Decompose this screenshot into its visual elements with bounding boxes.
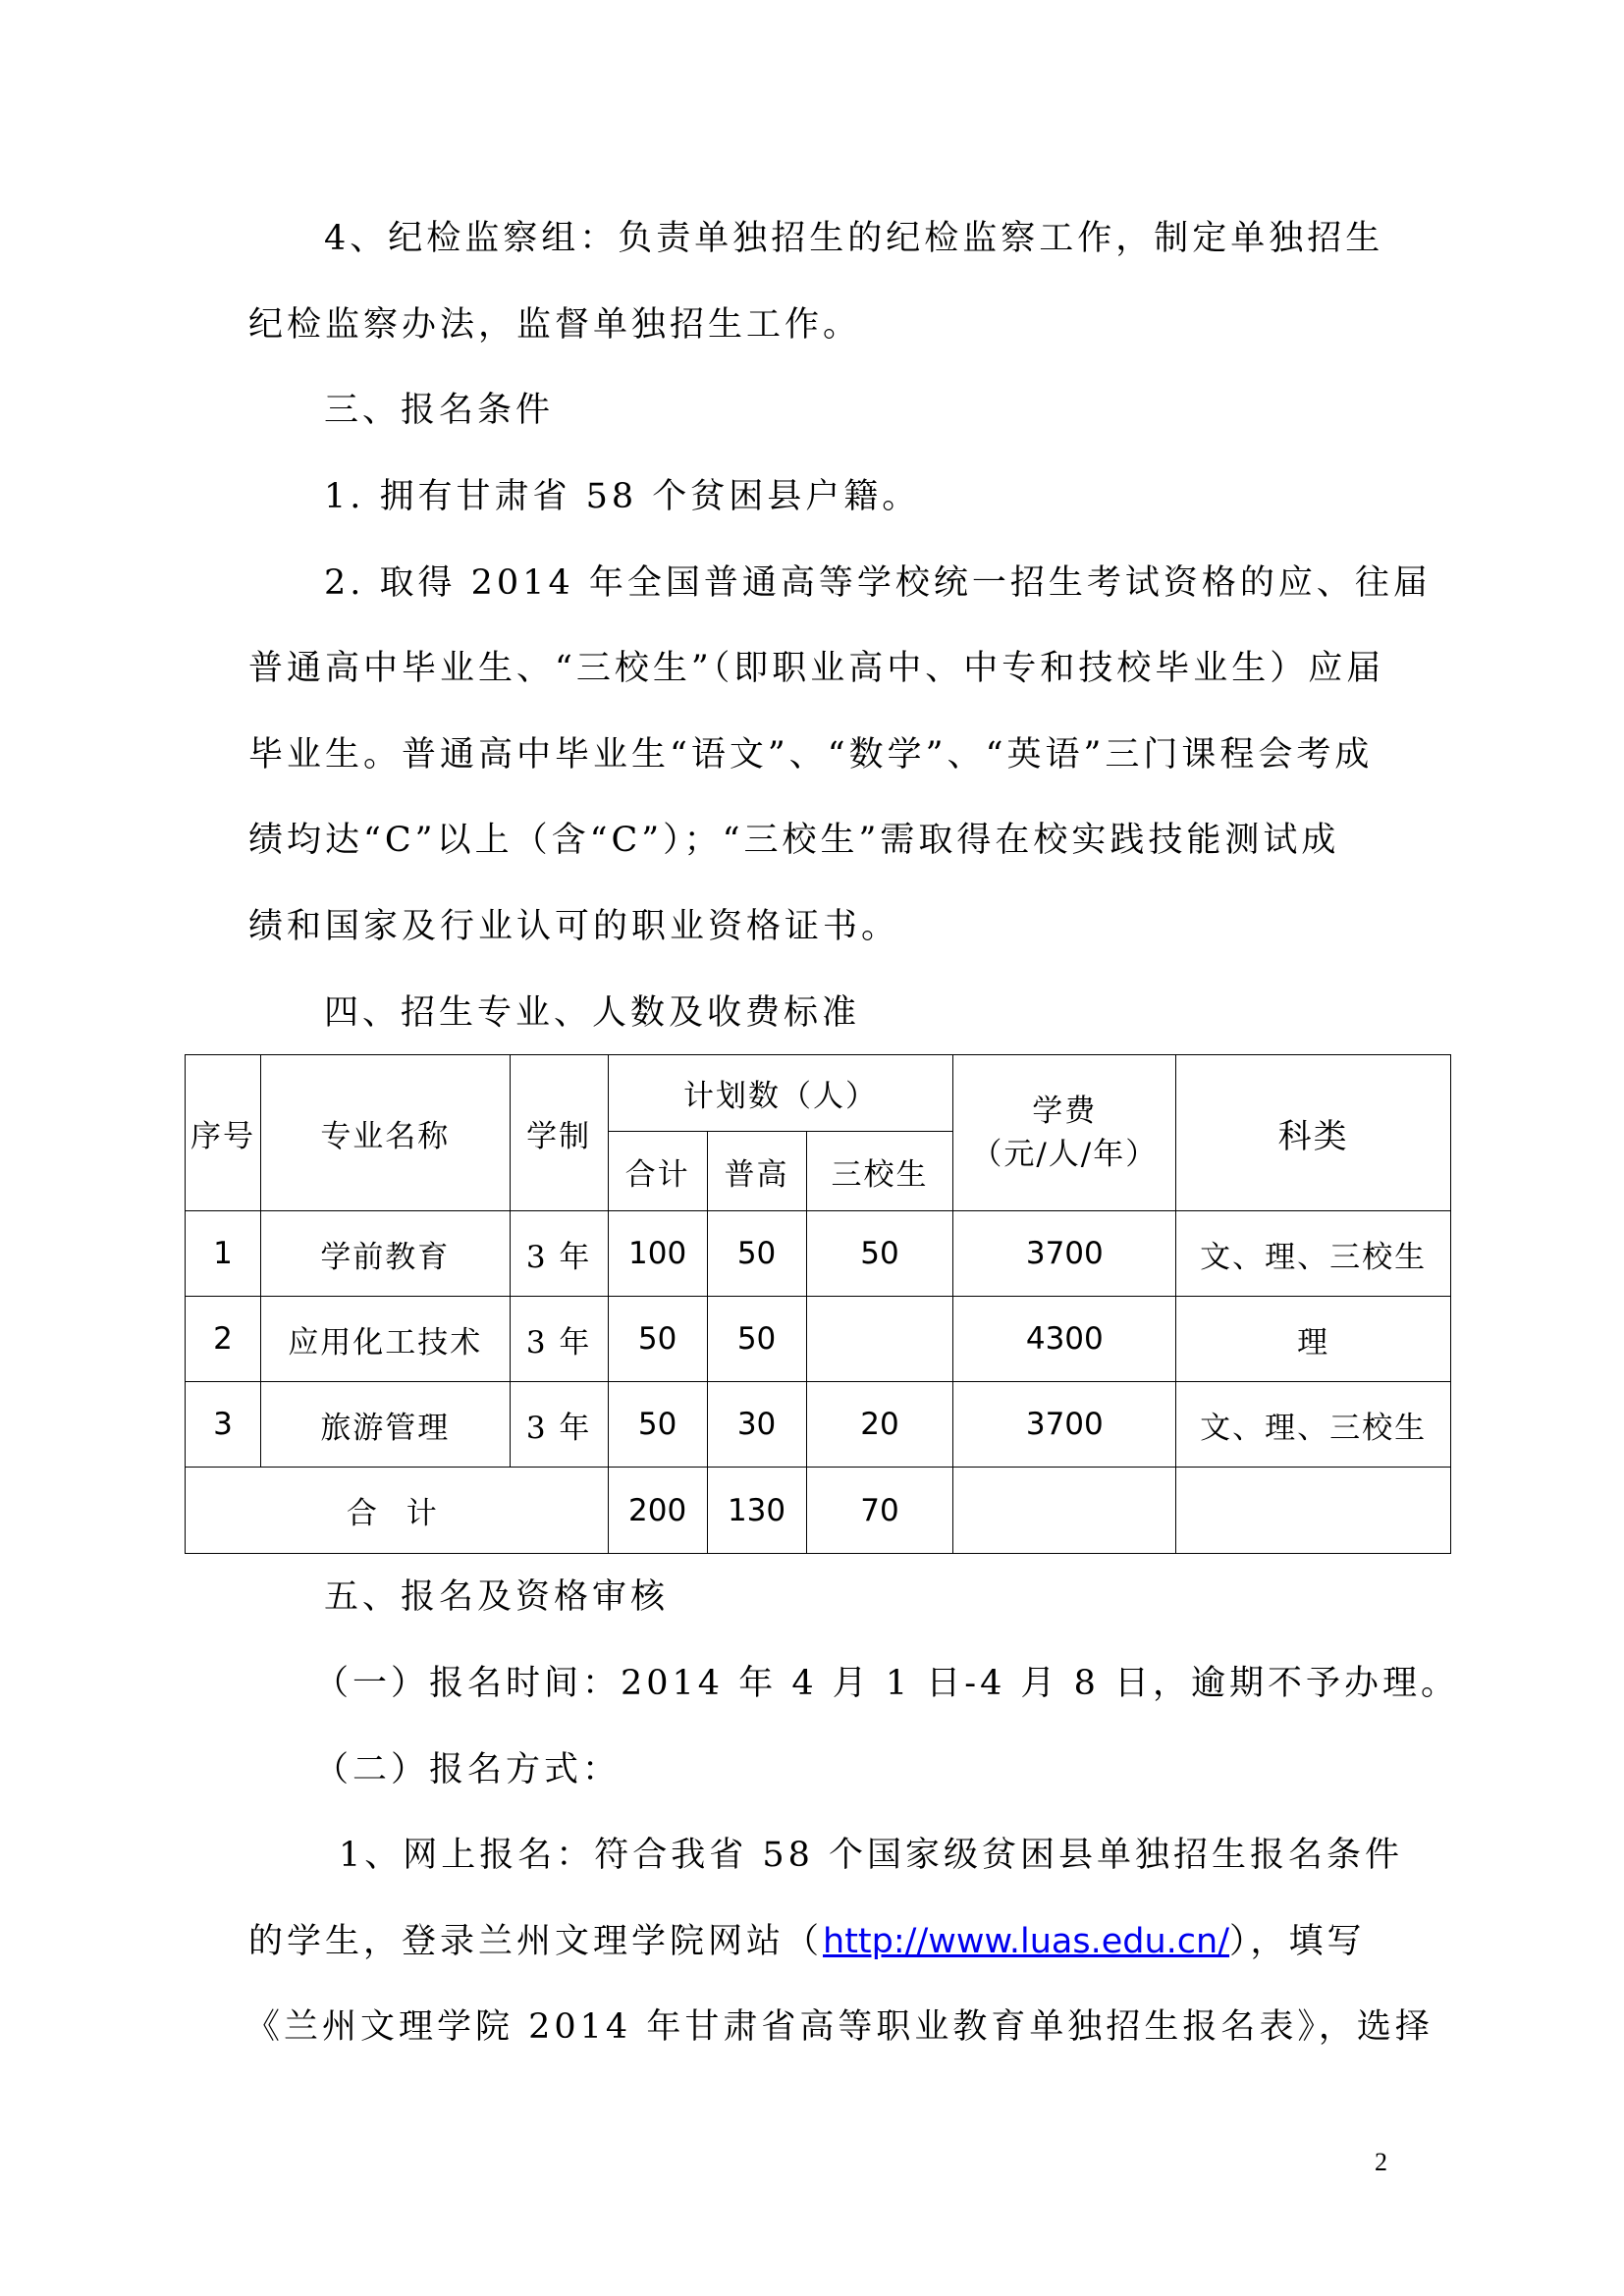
table-row — [186, 1297, 1451, 1382]
paragraph-line: 普通高中毕业生、“三校生”（即职业高中、中专和技校毕业生）应届 — [248, 649, 1385, 688]
cell-duration: 3 年 — [510, 1297, 608, 1382]
section-heading: 三、报名条件 — [324, 391, 555, 430]
cell-duration: 3 年 — [510, 1382, 608, 1468]
cell-sum-category — [1176, 1468, 1451, 1554]
cell-major: 学前教育 — [260, 1211, 510, 1297]
paragraph-line: 《兰州文理学院 2014 年甘肃省高等职业教育单独招生报名表》，选择 — [245, 2007, 1434, 2047]
cell-sanxiao: 20 — [806, 1382, 953, 1468]
cell-fee: 3700 — [953, 1211, 1176, 1297]
section-heading: 四、招生专业、人数及收费标准 — [324, 993, 861, 1033]
cell-category: 文、理、三校生 — [1176, 1211, 1451, 1297]
cell-putong: 50 — [707, 1297, 806, 1382]
paragraph-line: （一）报名时间：2014 年 4 月 1 日-4 月 8 日，逾期不予办理。 — [314, 1664, 1459, 1703]
header-seq: 序号 — [186, 1055, 261, 1211]
cell-category: 文、理、三校生 — [1176, 1382, 1451, 1468]
cell-sum-total: 200 — [608, 1468, 707, 1554]
header-fee-line2: （元/人/年） — [971, 1137, 1159, 1172]
cell-sanxiao — [806, 1297, 953, 1382]
header-duration: 学制 — [510, 1055, 608, 1211]
paragraph-line: 2. 取得 2014 年全国普通高等学校统一招生考试资格的应、往届 — [324, 563, 1432, 603]
text-run: 的学生，登录兰州文理学院网站（ — [248, 1922, 824, 1961]
paragraph-line: （二）报名方式： — [314, 1750, 622, 1789]
text-run: ），填写 — [1229, 1922, 1366, 1961]
enrollment-table — [185, 1054, 1451, 1554]
cell-seq: 1 — [186, 1211, 261, 1297]
cell-seq: 3 — [186, 1382, 261, 1468]
header-category: 科类 — [1176, 1055, 1451, 1211]
cell-total: 100 — [608, 1211, 707, 1297]
cell-total: 50 — [608, 1297, 707, 1382]
cell-sanxiao: 50 — [806, 1211, 953, 1297]
paragraph-line: 绩均达“C”以上（含“C”）；“三校生”需取得在校实践技能测试成 — [248, 821, 1340, 860]
cell-seq: 2 — [186, 1297, 261, 1382]
paragraph-line: 4、纪检监察组：负责单独招生的纪检监察工作，制定单独招生 — [324, 219, 1384, 258]
cell-category: 理 — [1176, 1297, 1451, 1382]
paragraph-line: 绩和国家及行业认可的职业资格证书。 — [248, 907, 900, 946]
cell-total: 50 — [608, 1382, 707, 1468]
header-plan: 计划数（人） — [608, 1055, 953, 1132]
cell-fee: 4300 — [953, 1297, 1176, 1382]
paragraph-line: 毕业生。普通高中毕业生“语文”、“数学”、“英语”三门课程会考成 — [248, 735, 1374, 774]
cell-sum-label: 合 计 — [186, 1468, 609, 1554]
cell-putong: 30 — [707, 1382, 806, 1468]
paragraph-line: 1、网上报名：符合我省 58 个国家级贫困县单独招生报名条件 — [339, 1836, 1404, 1875]
cell-major: 应用化工技术 — [260, 1297, 510, 1382]
header-putong: 普高 — [707, 1132, 806, 1211]
paragraph-line — [248, 1918, 1387, 1965]
header-fee-line1: 学费 — [1032, 1094, 1098, 1129]
header-fee — [953, 1055, 1176, 1211]
table-sum-row — [186, 1468, 1451, 1554]
table-row — [186, 1382, 1451, 1468]
paragraph-line: 1. 拥有甘肃省 58 个贫困县户籍。 — [324, 477, 921, 516]
page-number: 2 — [1375, 2148, 1387, 2176]
cell-sum-sanxiao: 70 — [806, 1468, 953, 1554]
header-sanxiao: 三校生 — [806, 1132, 953, 1211]
section-heading: 五、报名及资格审核 — [324, 1577, 670, 1617]
cell-major: 旅游管理 — [260, 1382, 510, 1468]
website-link[interactable]: http://www.luas.edu.cn/ — [823, 1922, 1230, 1961]
table-row — [186, 1211, 1451, 1297]
cell-putong: 50 — [707, 1211, 806, 1297]
cell-sum-fee — [953, 1468, 1176, 1554]
cell-duration: 3 年 — [510, 1211, 608, 1297]
cell-sum-putong: 130 — [707, 1468, 806, 1554]
header-major: 专业名称 — [260, 1055, 510, 1211]
table-header-row — [186, 1055, 1451, 1132]
cell-fee: 3700 — [953, 1382, 1176, 1468]
header-total: 合计 — [608, 1132, 707, 1211]
paragraph-line: 纪检监察办法，监督单独招生工作。 — [248, 305, 862, 345]
